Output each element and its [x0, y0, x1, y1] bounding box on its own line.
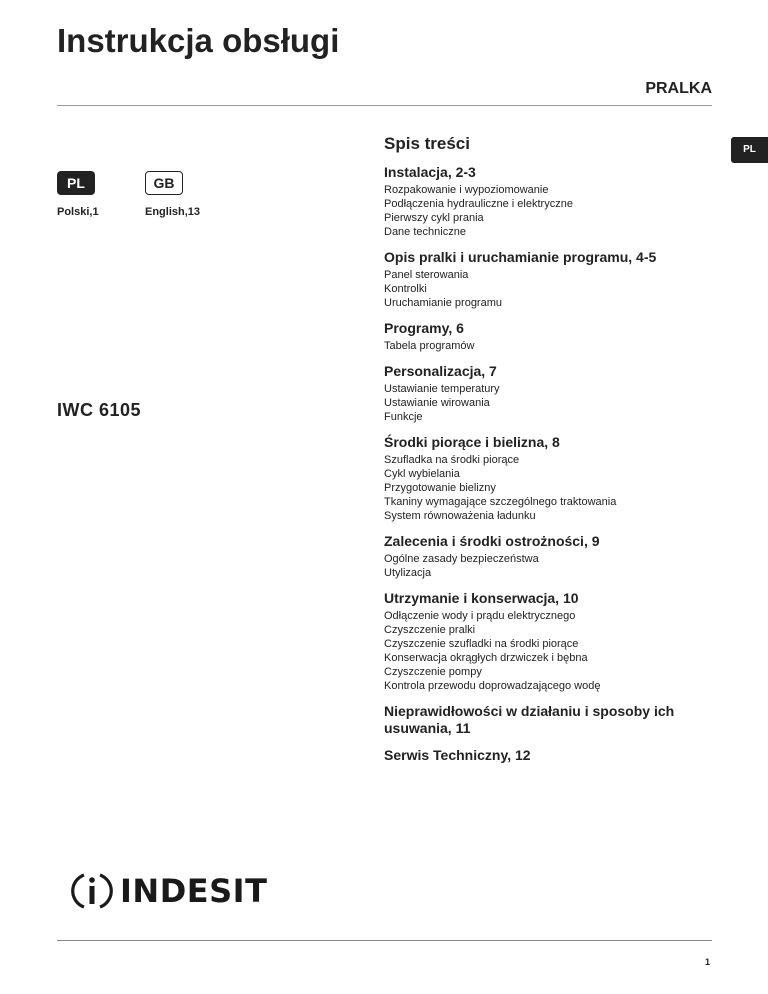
- toc-section: [384, 703, 724, 737]
- toc-section-title[interactable]: Opis pralki i uruchamianie programu, 4-5: [384, 249, 657, 265]
- toc-section-item[interactable]: Czyszczenie pralki: [384, 624, 476, 636]
- toc-section-title[interactable]: Zalecenia i środki ostrożności, 9: [384, 533, 600, 549]
- toc-section-item[interactable]: Ustawianie temperatury: [384, 383, 500, 395]
- toc-section-item[interactable]: Czyszczenie pompy: [384, 666, 482, 678]
- toc-section-item[interactable]: Uruchamianie programu: [384, 297, 502, 309]
- toc-section-item[interactable]: Kontrolki: [384, 283, 427, 295]
- toc-section: [384, 249, 724, 310]
- model-number: IWC 6105: [57, 400, 142, 420]
- toc-section-item[interactable]: Przygotowanie bielizny: [384, 482, 496, 494]
- toc-section: [384, 533, 724, 580]
- table-of-contents: [384, 134, 724, 774]
- toc-section-title[interactable]: Programy, 6: [384, 320, 464, 336]
- language-badge-pl[interactable]: PL: [57, 171, 95, 195]
- toc-section: [384, 320, 724, 353]
- toc-section: [384, 164, 724, 239]
- brand-name: INDESIT: [120, 872, 268, 910]
- toc-section-item[interactable]: Kontrola przewodu doprowadzającego wodę: [384, 680, 601, 692]
- toc-section-item[interactable]: Panel sterowania: [384, 269, 469, 281]
- toc-section-title[interactable]: Środki piorące i bielizna, 8: [384, 434, 560, 450]
- toc-section-item[interactable]: Pierwszy cykl prania: [384, 212, 484, 224]
- toc-section-item[interactable]: Konserwacja okrągłych drzwiczek i bębna: [384, 652, 588, 664]
- toc-sections: [384, 164, 724, 764]
- indesit-logo-icon: [70, 871, 114, 911]
- toc-section-title[interactable]: Personalizacja, 7: [384, 363, 497, 379]
- side-language-tab: PL: [731, 137, 768, 163]
- language-label-pl: Polski,1: [57, 206, 99, 218]
- toc-section-title[interactable]: Nieprawidłowości w działaniu i sposoby ich usuwania, 11: [384, 703, 675, 736]
- product-type: PRALKA: [645, 80, 712, 97]
- toc-heading: Spis treści: [384, 134, 470, 153]
- brand-logo: [70, 871, 267, 911]
- toc-section-item[interactable]: Ogólne zasady bezpieczeństwa: [384, 553, 539, 565]
- toc-section-title[interactable]: Instalacja, 2-3: [384, 164, 476, 180]
- toc-section-title[interactable]: Serwis Techniczny, 12: [384, 747, 531, 763]
- toc-section: [384, 747, 724, 764]
- toc-section-item[interactable]: Szufladka na środki piorące: [384, 454, 520, 466]
- toc-section-item[interactable]: Cykl wybielania: [384, 468, 460, 480]
- toc-section-item[interactable]: Ustawianie wirowania: [384, 397, 490, 409]
- toc-section-item[interactable]: Utylizacja: [384, 567, 432, 579]
- toc-section-title[interactable]: Utrzymanie i konserwacja, 10: [384, 590, 579, 606]
- toc-section-item[interactable]: Tabela programów: [384, 340, 475, 352]
- toc-section: [384, 363, 724, 424]
- document-title: Instrukcja obsługi: [57, 22, 340, 59]
- toc-section-item[interactable]: Odłączenie wody i prądu elektrycznego: [384, 610, 576, 622]
- header-divider: [57, 105, 712, 106]
- toc-section-item[interactable]: Podłączenia hydrauliczne i elektryczne: [384, 198, 573, 210]
- toc-section: [384, 434, 724, 523]
- toc-section-item[interactable]: Czyszczenie szufladki na środki piorące: [384, 638, 579, 650]
- footer-divider: [57, 940, 712, 941]
- toc-section-item[interactable]: Rozpakowanie i wypoziomowanie: [384, 184, 549, 196]
- toc-section-item[interactable]: Funkcje: [384, 411, 423, 423]
- toc-section-item[interactable]: System równoważenia ładunku: [384, 510, 536, 522]
- language-badge-gb[interactable]: GB: [145, 171, 183, 195]
- page-number: 1: [704, 957, 710, 967]
- toc-section-item[interactable]: Tkaniny wymagające szczególnego traktowania: [384, 496, 617, 508]
- toc-section: [384, 590, 724, 693]
- toc-section-item[interactable]: Dane techniczne: [384, 226, 466, 238]
- language-label-gb: English,13: [145, 206, 201, 218]
